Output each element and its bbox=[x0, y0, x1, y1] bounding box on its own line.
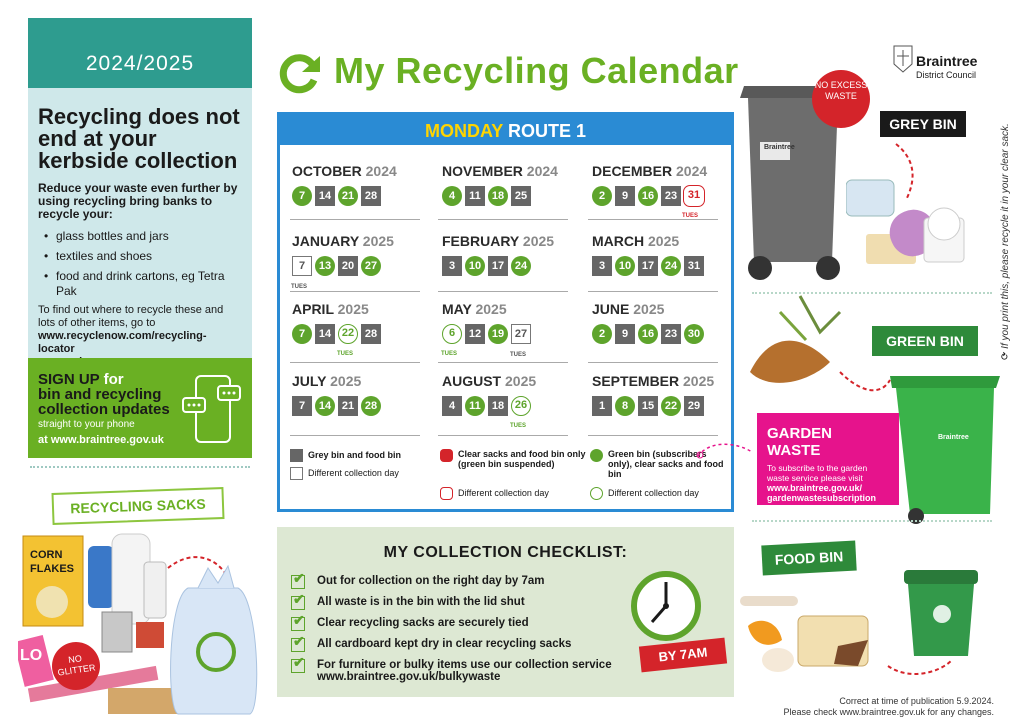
month-february bbox=[442, 233, 584, 276]
collection-day: 9 bbox=[615, 186, 635, 206]
logo-subtitle: District Council bbox=[916, 70, 977, 80]
collection-day: 24 bbox=[511, 256, 531, 276]
grey-alt-swatch bbox=[290, 467, 303, 480]
checklist-title: MY COLLECTION CHECKLIST: bbox=[383, 544, 628, 561]
collection-day: 22 bbox=[661, 396, 681, 416]
check-icon bbox=[291, 638, 305, 652]
collection-day: 14 bbox=[315, 396, 335, 416]
collection-day: 10 bbox=[615, 256, 635, 276]
collection-day: 7 bbox=[292, 396, 312, 416]
month-november bbox=[442, 163, 584, 206]
footer: Correct at time of publication 5.9.2024. Please check www.braintree.gov.uk for any changes. bbox=[783, 696, 994, 717]
collection-day: 18 bbox=[488, 396, 508, 416]
collection-days bbox=[592, 396, 734, 416]
collection-day: 9 bbox=[615, 324, 635, 344]
red-alt-swatch bbox=[440, 487, 453, 500]
collection-day: 21 bbox=[338, 186, 358, 206]
food-bin-illustration bbox=[738, 556, 992, 686]
collection-day: 3 bbox=[442, 256, 462, 276]
checklist-item: ✔All waste is in the bin with the lid shut bbox=[291, 596, 525, 610]
info-panel bbox=[28, 88, 252, 358]
phone-icon bbox=[182, 372, 242, 448]
grey-bin-brand: Braintree bbox=[764, 144, 795, 151]
month-title: MARCH 2025 bbox=[592, 233, 680, 249]
collection-day: 20 bbox=[338, 256, 358, 276]
grey-swatch bbox=[290, 449, 303, 462]
collection-day: 10 bbox=[465, 256, 485, 276]
garden-waste-title: GARDEN WASTE bbox=[767, 425, 833, 459]
month-october bbox=[292, 163, 434, 206]
info-intro: Reduce your waste even further by using recycling bring banks to recycle your: bbox=[38, 181, 238, 221]
collection-day: 27 TUES bbox=[511, 324, 531, 344]
collection-day: 30 bbox=[684, 324, 704, 344]
collection-days bbox=[442, 396, 584, 429]
day-note: TUES bbox=[291, 284, 308, 290]
month-title: APRIL 2025 bbox=[292, 301, 369, 317]
collection-day: 26 TUES bbox=[511, 396, 531, 416]
collection-day: 19 bbox=[488, 324, 508, 344]
collection-calendar bbox=[277, 112, 734, 512]
recycling-sacks-illustration bbox=[18, 528, 263, 718]
collection-day: 21 bbox=[338, 396, 358, 416]
month-title: FEBRUARY 2025 bbox=[442, 233, 555, 249]
collection-day: 31 bbox=[684, 256, 704, 276]
no-glitter-badge: NO GLITTER bbox=[49, 639, 103, 693]
food-bin-label: FOOD BIN bbox=[761, 541, 856, 576]
collection-day: 16 bbox=[638, 186, 658, 206]
collection-day: 16 bbox=[638, 324, 658, 344]
collection-day: 28 bbox=[361, 324, 381, 344]
day-note: TUES bbox=[510, 352, 527, 358]
green-alt-swatch bbox=[590, 487, 603, 500]
red-swatch bbox=[440, 449, 453, 462]
month-title: DECEMBER 2024 bbox=[592, 163, 708, 179]
month-september bbox=[592, 373, 734, 416]
recycle-arrow-icon bbox=[276, 50, 322, 96]
check-icon bbox=[291, 575, 305, 589]
arrow-icon bbox=[696, 436, 756, 460]
year-label: 2024/2025 bbox=[85, 52, 195, 75]
collection-day: 22 TUES bbox=[338, 324, 358, 344]
legend-red-alt: Different collection day bbox=[440, 487, 588, 500]
collection-day: 7 bbox=[292, 186, 312, 206]
route-header: MONDAY ROUTE 1 bbox=[280, 115, 731, 145]
month-january bbox=[291, 233, 434, 290]
by-7am-badge: BY 7AM bbox=[639, 638, 727, 673]
collection-days bbox=[292, 396, 434, 416]
list-item: • food and drink cartons, eg Tetra Pak bbox=[38, 269, 242, 299]
collection-day: 2 bbox=[592, 324, 612, 344]
check-icon bbox=[291, 596, 305, 610]
month-june bbox=[592, 301, 734, 344]
checklist-item: ✔All cardboard kept dry in clear recycling sacks bbox=[291, 638, 571, 652]
collection-day: 17 bbox=[638, 256, 658, 276]
collection-day: 27 bbox=[361, 256, 381, 276]
grey-bin-label: GREY BIN bbox=[880, 111, 966, 137]
collection-day: 1 bbox=[592, 396, 612, 416]
day-note: TUES bbox=[337, 351, 354, 357]
legend-green: Green bin (subscribers only), clear sacks and food bin bbox=[590, 449, 730, 479]
month-title: NOVEMBER 2024 bbox=[442, 163, 558, 179]
print-recycle-note: ⟳ If you print this, please recycle it in your clear sack. bbox=[1000, 123, 1011, 360]
month-march bbox=[592, 233, 734, 276]
recyclenow-link[interactable]: www.recyclenow.com/recycling-locator bbox=[38, 330, 207, 355]
collection-day: 6 TUES bbox=[442, 324, 462, 344]
legend-green-alt: Different collection day bbox=[590, 487, 730, 500]
svg-text:CORN: CORN bbox=[30, 549, 63, 561]
garden-waste-panel bbox=[757, 413, 899, 505]
month-title: JANUARY 2025 bbox=[292, 233, 394, 249]
collection-day: 4 bbox=[442, 396, 462, 416]
collection-day: 12 bbox=[465, 324, 485, 344]
legend-grey: Grey bin and food bin bbox=[290, 449, 430, 462]
year-band bbox=[28, 18, 252, 88]
collection-days bbox=[442, 186, 584, 206]
month-title: SEPTEMBER 2025 bbox=[592, 373, 715, 389]
collection-day: 29 bbox=[684, 396, 704, 416]
recycling-sacks-label: RECYCLING SACKS bbox=[51, 487, 224, 525]
collection-day: 13 bbox=[315, 256, 335, 276]
divider bbox=[30, 466, 250, 468]
month-july bbox=[292, 373, 434, 416]
collection-days bbox=[592, 186, 734, 219]
green-bin-label: GREEN BIN bbox=[872, 326, 978, 356]
day-note: TUES bbox=[441, 351, 458, 357]
collection-days bbox=[592, 324, 734, 344]
logo-name: Braintree bbox=[916, 53, 978, 69]
collection-day: 23 bbox=[661, 186, 681, 206]
day-note: TUES bbox=[510, 423, 527, 429]
month-title: JULY 2025 bbox=[292, 373, 362, 389]
month-may bbox=[441, 301, 584, 358]
collection-day: 14 bbox=[315, 186, 335, 206]
collection-days bbox=[442, 256, 584, 276]
collection-day: 17 bbox=[488, 256, 508, 276]
month-august bbox=[442, 373, 584, 429]
divider bbox=[752, 520, 992, 522]
svg-text:FLAKES: FLAKES bbox=[30, 563, 74, 575]
garden-waste-text: To subscribe to the garden waste service please visit bbox=[767, 463, 868, 483]
recycle-arrow-icon: ⟳ bbox=[1000, 351, 1011, 360]
month-title: MAY 2025 bbox=[442, 301, 507, 317]
collection-day: 24 bbox=[661, 256, 681, 276]
collection-day: 4 bbox=[442, 186, 462, 206]
collection-day: 11 bbox=[465, 396, 485, 416]
bring-bank-list bbox=[38, 229, 242, 299]
garden-waste-link[interactable]: www.braintree.gov.uk/ gardenwastesubscription bbox=[767, 483, 877, 503]
collection-day: 8 bbox=[615, 396, 635, 416]
clock-icon bbox=[630, 570, 702, 642]
grey-bin-contents-illustration bbox=[846, 140, 996, 270]
signup-panel bbox=[28, 358, 252, 458]
month-title: JUNE 2025 bbox=[592, 301, 665, 317]
page-title: My Recycling Calendar bbox=[334, 50, 739, 91]
collection-days bbox=[592, 256, 734, 276]
day-note: TUES bbox=[682, 213, 699, 219]
collection-days bbox=[292, 324, 434, 357]
checklist-item: ✔Out for collection on the right day by 7am bbox=[291, 575, 544, 589]
collection-days bbox=[291, 256, 434, 290]
collection-day: 23 bbox=[661, 324, 681, 344]
month-title: OCTOBER 2024 bbox=[292, 163, 397, 179]
collection-day: 7 bbox=[292, 324, 312, 344]
check-icon bbox=[291, 617, 305, 631]
signup-title: SIGN UP for bin and recycling collection updates bbox=[38, 371, 170, 418]
no-excess-waste-badge: NO EXCESS WASTE bbox=[812, 70, 870, 128]
collection-day: 28 bbox=[361, 186, 381, 206]
collection-day: 31 TUES bbox=[684, 186, 704, 206]
info-find-text: To find out where to recycle these and lots of other items, go to www.recyclenow.com/recycling-locator bbox=[38, 304, 242, 369]
collection-days bbox=[441, 324, 584, 358]
check-icon bbox=[291, 659, 305, 673]
collection-day: 3 bbox=[592, 256, 612, 276]
green-swatch bbox=[590, 449, 603, 462]
collection-days bbox=[292, 186, 434, 206]
svg-text:LO: LO bbox=[20, 647, 43, 664]
collection-day: 25 bbox=[511, 186, 531, 206]
bulky-waste-link[interactable]: www.braintree.gov.uk/bulkywaste bbox=[317, 671, 501, 683]
collection-day: 11 bbox=[465, 186, 485, 206]
info-heading: Recycling does not end at your kerbside collection bbox=[38, 104, 240, 173]
checklist-item: ✔Clear recycling sacks are securely tied bbox=[291, 617, 529, 631]
month-december bbox=[592, 163, 734, 219]
checklist-item: ✔For furniture or bulky items use our collection service www.braintree.gov.uk/bulkywaste bbox=[291, 659, 612, 683]
collection-day: 14 bbox=[315, 324, 335, 344]
collection-day: 15 bbox=[638, 396, 658, 416]
legend-red: Clear sacks and food bin only (green bin suspended) bbox=[440, 449, 588, 469]
green-bin-brand: Braintree bbox=[938, 434, 969, 441]
legend-grey-alt: Different collection day bbox=[290, 467, 430, 480]
month-title: AUGUST 2025 bbox=[442, 373, 537, 389]
list-item: • glass bottles and jars bbox=[38, 229, 242, 244]
collection-day: 2 bbox=[592, 186, 612, 206]
month-april bbox=[292, 301, 434, 357]
list-item: • textiles and shoes bbox=[38, 249, 242, 264]
collection-day: 7 TUES bbox=[292, 256, 312, 276]
collection-day: 18 bbox=[488, 186, 508, 206]
signup-subtitle: straight to your phone bbox=[38, 419, 135, 430]
collection-day: 28 bbox=[361, 396, 381, 416]
signup-link[interactable]: at www.braintree.gov.uk bbox=[38, 434, 164, 446]
